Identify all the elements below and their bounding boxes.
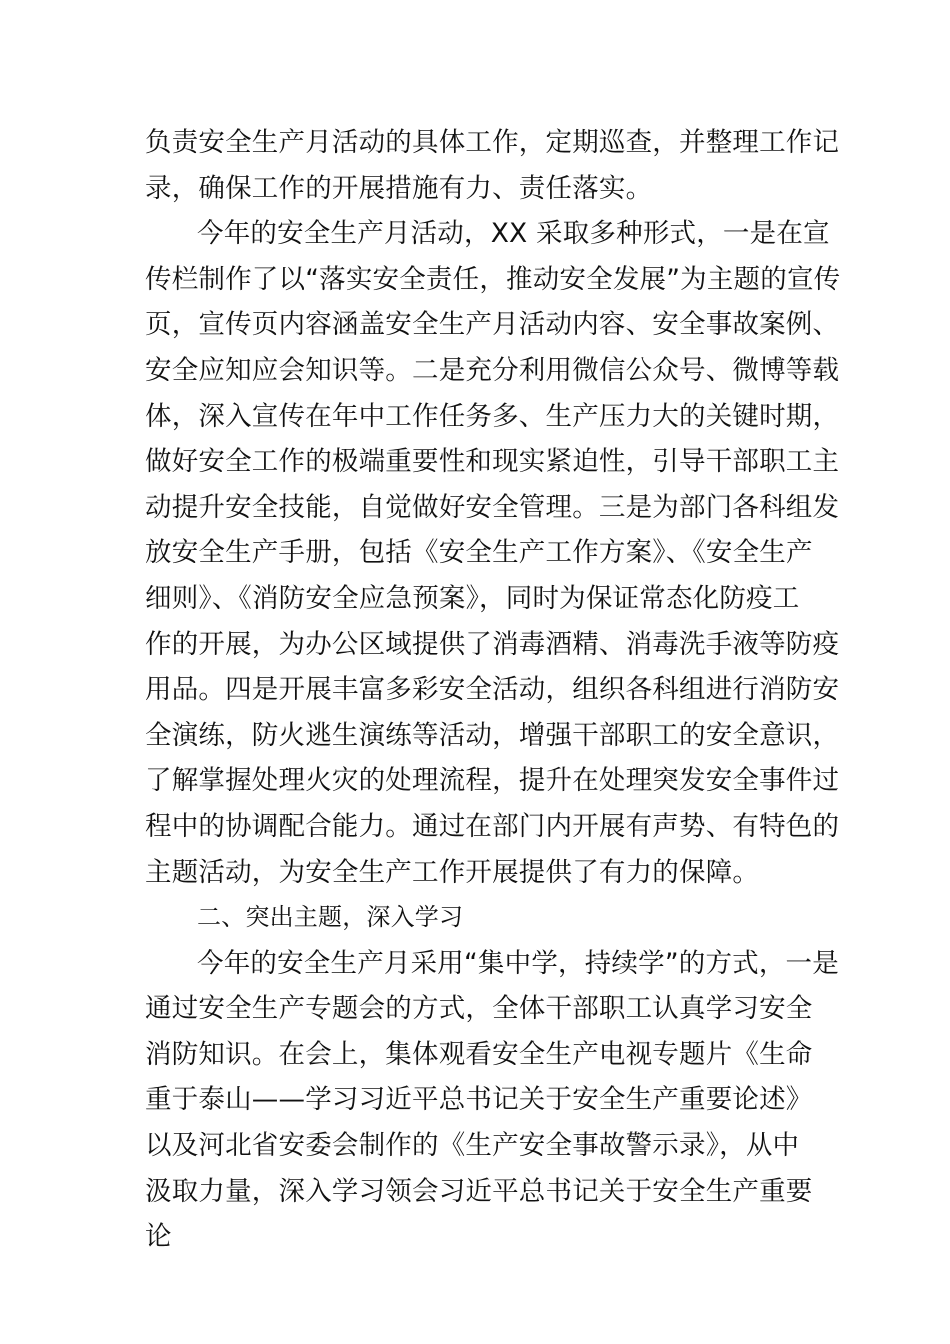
paragraph-line: 重于泰山——学习习近平总书记关于安全生产重要论述》 <box>145 1084 813 1116</box>
paragraph-line: 消防知识。在会上，集体观看安全生产电视专题片《生命 <box>145 1038 813 1070</box>
paragraph-line: 细则》、《消防安全应急预案》，同时为保证常态化防疫工 <box>145 582 800 614</box>
paragraph-line: 汲取力量，深入学习领会习近平总书记关于安全生产重要 <box>145 1175 813 1207</box>
paragraph-line: 全演练，防火逃生演练等活动，增强干部职工的安全意识， <box>145 719 840 751</box>
paragraph-line: 通过安全生产专题会的方式，全体干部职工认真学习安全 <box>145 993 813 1025</box>
paragraph-line: 以及河北省安委会制作的《生产安全事故警示录》，从中 <box>145 1130 800 1162</box>
document-page <box>145 120 841 1260</box>
paragraph-line: 程中的协调配合能力。通过在部门内开展有声势、有特色的 <box>145 810 840 842</box>
paragraph-line: 体，深入宣传在年中工作任务多、生产压力大的关键时期， <box>145 400 840 432</box>
paragraph-line: 用品。四是开展丰富多彩安全活动，组织各科组进行消防安 <box>145 674 840 706</box>
paragraph-line: 录，确保工作的开展措施有力、责任落实。 <box>145 172 653 204</box>
paragraph-line: 传栏制作了以“落实安全责任，推动安全发展”为主题的宣传 <box>145 263 841 295</box>
paragraph-line: 做好安全工作的极端重要性和现实紧迫性，引导干部职工主 <box>145 446 840 478</box>
paragraph-line: 放安全生产手册，包括《安全生产工作方案》、《安全生产 <box>145 537 813 569</box>
paragraph-line: 论 <box>145 1221 172 1253</box>
paragraph-line: 了解掌握处理火灾的处理流程，提升在处理突发安全事件过 <box>145 765 840 797</box>
paragraph-line: 页，宣传页内容涵盖安全生产月活动内容、安全事故案例、 <box>145 309 840 341</box>
paragraph-line: 作的开展，为办公区域提供了消毒酒精、消毒洗手液等防疫 <box>145 628 840 660</box>
paragraph-line: 主题活动，为安全生产工作开展提供了有力的保障。 <box>145 856 760 888</box>
paragraph-line: 负责安全生产月活动的具体工作，定期巡查，并整理工作记 <box>145 127 840 158</box>
paragraph-line: 今年的安全生产月活动，XX 采取多种形式，一是在宣 <box>197 218 830 250</box>
paragraph-line: 今年的安全生产月采用“集中学，持续学”的方式，一是 <box>197 947 839 979</box>
paragraph-line: 动提升安全技能，自觉做好安全管理。三是为部门各科组发 <box>145 491 840 523</box>
section-heading: 二、突出主题，深入学习 <box>197 903 464 932</box>
paragraph-line: 安全应知应会知识等。二是充分利用微信公众号、微博等载 <box>145 354 840 386</box>
